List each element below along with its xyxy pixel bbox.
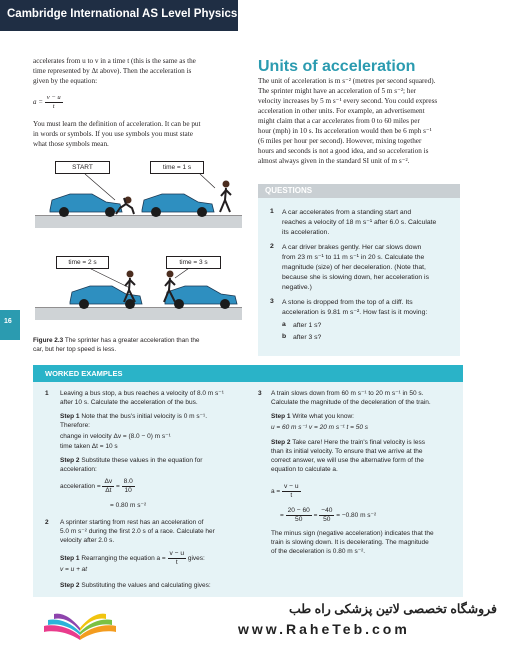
example-3-calc-frac-2-den: 50 [323, 516, 331, 523]
example-3-a-lhs: a = [271, 488, 281, 496]
example-2-line-2: 5.0 m s⁻² during the first 2.0 s of a race. Calculate her [60, 528, 215, 535]
example-1-line-2: after 10 s. Calculate the acceleration of the bus. [60, 399, 198, 406]
example-1-step-2-label: Step 2 [60, 457, 80, 464]
example-2-step-1 [60, 550, 205, 567]
example-3-line-2: Calculate the magnitude of the deceleration of the train. [271, 399, 431, 406]
eq-numerator: v − u [46, 94, 61, 101]
label-time-2s: time = 2 s [56, 256, 109, 269]
acceleration-equation [33, 94, 63, 111]
car-3s-icon [165, 286, 237, 309]
example-2-step-1-text: Rearranging the equation a = [79, 555, 166, 563]
figure-caption [33, 336, 200, 354]
example-3-step-2-line-3: correct answer, we will use the alternative form of the [271, 457, 424, 464]
units-line-4: acceleration in other units. For example, an advertisement [258, 107, 425, 115]
example-3-step-1-label: Step 1 [271, 413, 291, 420]
label-start: START [55, 161, 110, 174]
race-illustration [30, 150, 245, 330]
example-3-formula-frac [282, 483, 300, 500]
road-top [35, 216, 242, 228]
road-bottom [35, 308, 242, 320]
example-3-known-values: u = 60 m s⁻¹ v = 20 m s⁻¹ t = 50 s [271, 424, 368, 431]
car-start-icon [50, 194, 122, 217]
units-line-8: hours and seconds is not a good idea, and so acceleration is [258, 147, 429, 155]
caption-line-2: car, but her top speed is less. [33, 346, 117, 353]
example-2-step-2-text: Substituting the values and calculating gives: [79, 582, 211, 589]
sprinter-1s-icon [220, 181, 231, 213]
example-3-line-1: A train slows down from 60 m s⁻¹ to 20 m s⁻¹ in 50 s. [271, 390, 424, 397]
example-1-time-taken: time taken Δt = 10 s [60, 443, 118, 450]
example-3-step-2-line-1: Take care! Here the train's final velocity is less [290, 439, 425, 446]
example-2-step-2 [60, 582, 211, 591]
example-3-calc-frac-1-den: 50 [295, 516, 303, 523]
example-1-step-2-text: Substitute these values in the equation for [79, 457, 203, 464]
example-1-acceleration-equation: acceleration = $\frac{\Delta v}{\Delta t}$ = $\frac{8.0}{10}$ [60, 478, 133, 494]
intro-line-3: given by the equation: [33, 77, 98, 85]
question-3a-letter: a [282, 321, 286, 328]
question-3-number: 3 [270, 298, 274, 305]
question-3b-letter: b [282, 333, 287, 340]
worked-examples-header [33, 365, 463, 382]
question-2-line-2: from 23 m s⁻¹ to 11 m s⁻¹ in 20 s. Calculate the [282, 254, 425, 261]
example-1-frac-2-den: 10 [124, 487, 132, 494]
header-stripe [238, 0, 511, 31]
example-3-step-1 [271, 413, 354, 422]
brand-name-persian: فروشگاه تخصصی لاتین پزشکی راه طب [288, 602, 497, 616]
question-2-line-1: A car driver brakes gently. Her car slows down [282, 244, 422, 251]
car-1s-icon [142, 194, 214, 217]
example-3-number: 3 [258, 390, 262, 397]
question-3a-text: after 1 s? [293, 322, 322, 329]
question-3b-text: after 3 s? [293, 334, 322, 341]
example-3-formula [271, 483, 301, 500]
label-time-1s: time = 1 s [150, 161, 204, 174]
book-title: Cambridge International AS Level Physics [7, 8, 238, 20]
units-line-9: almost always given in the standard SI unit of m s⁻². [258, 157, 410, 165]
example-1-step-1 [60, 413, 207, 422]
example-3-step-2-line-4: equation to calculate a. [271, 466, 338, 473]
question-3-line-2: acceleration is 9.81 m s⁻². How fast is it moving: [282, 309, 428, 316]
example-1-number: 1 [45, 390, 49, 397]
example-1-acceleration-word: acceleration: [60, 466, 97, 473]
example-1-line-1: Leaving a bus stop, a bus reaches a velocity of 8.0 m s⁻¹ [60, 390, 224, 397]
section-title: Units of acceleration [258, 58, 416, 75]
page-number-tab [0, 310, 20, 340]
units-line-2: The sprinter might have an acceleration of 5 m s⁻²; her [258, 87, 417, 95]
question-1-line-2: reaches a velocity of 18 m s⁻¹ after 6.0 s. Calculate [282, 219, 437, 226]
example-3-calc-frac-2-num: −40 [321, 507, 333, 514]
units-line-3: velocity increases by 5 m s⁻¹ every second. You could express [258, 97, 438, 105]
example-2-frac [168, 550, 186, 567]
figure-number: Figure 2.3 [33, 337, 64, 344]
question-1-line-3: its acceleration. [282, 229, 330, 236]
question-1-number: 1 [270, 208, 274, 215]
example-1-frac-1-num: Δv [104, 478, 113, 485]
example-2-equation: v = u + at [60, 566, 88, 573]
example-1-step-2 [60, 457, 202, 466]
example-2-line-1: A sprinter starting from rest has an acceleration of [60, 519, 204, 526]
example-3-calc-frac-1-num: 20 − 60 [287, 507, 310, 514]
caption-line-1: The sprinter has a greater acceleration than the [63, 337, 200, 344]
example-3-end-line-2: train is slowing down. It is decelerating. The magnitude [271, 539, 429, 546]
learn-line-1: You must learn the definition of acceleration. It can be put [33, 120, 201, 128]
example-1-frac-2-num: 8.0 [123, 478, 133, 485]
units-line-5: might claim that a car accelerates from 0 to 60 miles per [258, 117, 420, 125]
units-line-6: hour (mph) in 10 s. Its acceleration would then be 6 mph s⁻¹ [258, 127, 432, 135]
intro-line-1: accelerates from u to v in a time t (this is the same as the [33, 57, 196, 65]
example-3-step-2-line-2: than its initial velocity. To ensure that we arrive at the [271, 448, 423, 455]
brand-url[interactable]: www.RaheTeb.com [238, 621, 410, 637]
example-3-eq-sign-2: = [313, 512, 318, 520]
eq-lhs: a = [33, 98, 43, 107]
eq-denominator: t [52, 103, 55, 110]
example-2-step-1-end: gives: [187, 555, 205, 563]
question-3-line-1: A stone is dropped from the top of a cliff. Its [282, 299, 413, 306]
example-3-step-1-text: Write what you know: [290, 413, 354, 420]
learn-line-2: in words or symbols. If you use symbols you must state [33, 130, 193, 138]
example-3-end-line-1: The minus sign (negative acceleration) indicates that the [271, 530, 434, 537]
units-line-1: The unit of acceleration is m s⁻² (metres per second squared). [258, 77, 436, 85]
example-2-frac-num: v − u [169, 550, 185, 557]
question-2-line-3: magnitude (size) of her deceleration. (Note that, [282, 264, 426, 271]
eq-fraction [45, 94, 63, 111]
example-3-eq-sign-1: = [280, 512, 284, 520]
example-3-calc-frac-1 [286, 507, 312, 524]
example-1-therefore: Therefore: [60, 422, 90, 429]
example-1-step-1-text: Note that the bus's initial velocity is 0 m s⁻¹. [79, 413, 208, 420]
example-1-frac-1 [102, 478, 114, 495]
example-3-calculation [280, 507, 376, 524]
open-book-logo-icon [40, 602, 120, 642]
questions-header [258, 184, 460, 198]
example-3-calc-frac-2 [319, 507, 334, 524]
example-1-step-1-label: Step 1 [60, 413, 80, 420]
learn-line-3: what those symbols mean. [33, 140, 109, 148]
example-1-frac-1-den: Δt [105, 487, 112, 494]
example-1-change-in-velocity: change in velocity Δv = (8.0 − 0) m s⁻¹ [60, 433, 171, 440]
example-1-frac-2 [122, 478, 135, 495]
example-1-result: = 0.80 m s⁻² [110, 502, 147, 509]
intro-line-2: time represented by Δt above). Then the acceleration is [33, 67, 192, 75]
example-3-step-2-label: Step 2 [271, 439, 291, 446]
example-2-frac-den: t [175, 559, 178, 566]
question-2-number: 2 [270, 243, 274, 250]
example-2-line-3: velocity after 2.0 s. [60, 537, 115, 544]
example-3-result: = −0.80 m s⁻² [336, 512, 377, 520]
example-2-step-1-label: Step 1 [60, 555, 80, 563]
page-number: 16 [4, 318, 12, 325]
units-line-7: (6 miles per hour per second). However, mixing together [258, 137, 422, 145]
example-3-formula-den: t [290, 492, 293, 499]
question-2-line-5: negative.) [282, 284, 312, 291]
example-1-acc-lhs: acceleration = [60, 483, 101, 491]
question-2-line-4: because she is slowing down, her acceleration is [282, 274, 429, 281]
car-2s-icon [70, 286, 142, 309]
example-2-number: 2 [45, 519, 49, 526]
example-3-end-line-3: of the deceleration is 0.80 m s⁻². [271, 548, 366, 555]
example-2-step-2-label: Step 2 [60, 582, 80, 589]
worked-examples-heading: WORKED EXAMPLES [45, 369, 123, 378]
example-3-step-2 [271, 439, 425, 448]
questions-heading: QUESTIONS [265, 186, 313, 195]
question-1-line-1: A car accelerates from a standing start and [282, 209, 412, 216]
label-time-3s: time = 3 s [166, 256, 221, 269]
example-3-formula-num: v − u [284, 483, 299, 490]
